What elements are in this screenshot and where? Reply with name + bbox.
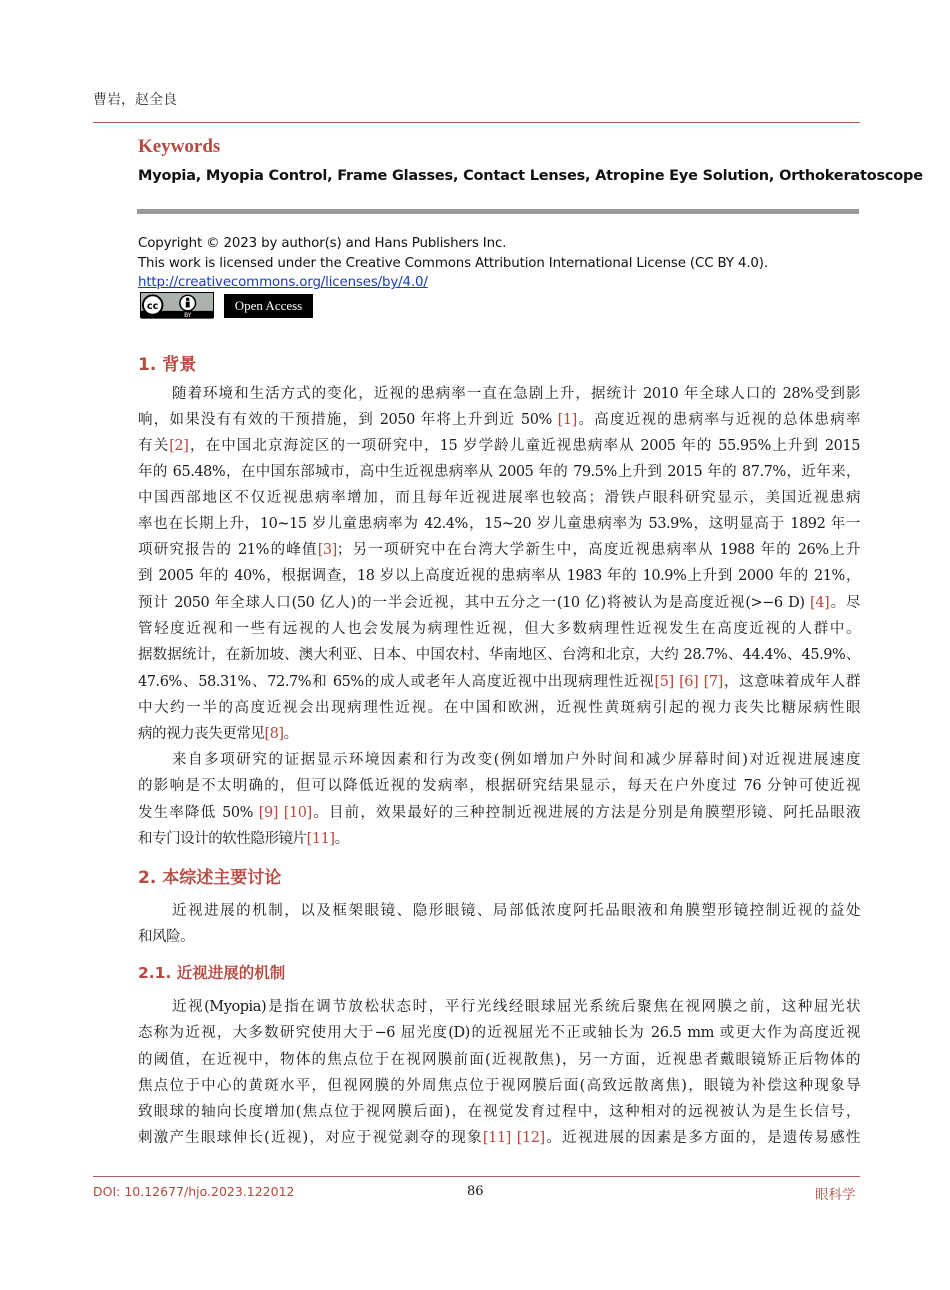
section-1-title: 1. 背景 <box>138 355 197 375</box>
text-line: 到 2005 年的 40%，根据调查，18 岁以上高度近视的患病率从 1983 年的 10.9%上升到 2000 年的 21%， <box>138 568 860 584</box>
keywords-divider <box>137 209 859 214</box>
citation-link[interactable]: [11] <box>306 831 335 847</box>
text-line: 年的 65.48%，在中国东部城市，高中生近视患病率从 2005 年的 79.5%上升到 2015 年的 87.7%，近年来， <box>138 464 860 480</box>
section-2-title: 2. 本综述主要讨论 <box>138 868 282 888</box>
cc-by-icon <box>141 293 213 319</box>
cc-by-badge[interactable] <box>140 292 214 318</box>
section-2-1-title: 2.1. 近视进展的机制 <box>138 964 286 982</box>
text-line: 项研究报告的 21%的峰值[3]；另一项研究中在台湾大学新生中，高度近视患病率从 1988 年的 26%上升 <box>138 542 860 558</box>
keywords-title: Keywords <box>138 136 221 157</box>
citation-link[interactable]: [3] <box>317 542 337 558</box>
citation-link[interactable]: [8] <box>264 726 284 742</box>
text-line: 近视(Myopia)是指在调节放松状态时，平行光线经眼球屈光系统后聚焦在视网膜之前，这种屈光状 <box>172 999 860 1015</box>
open-access-badge: Open Access <box>224 294 313 318</box>
text-line: 近视进展的机制，以及框架眼镜、隐形眼镜、局部低浓度阿托品眼液和角膜塑形镜控制近视的益处 <box>172 903 860 919</box>
text-line: 致眼球的轴向长度增加(焦点位于视网膜后面)，在视觉发育过程中，这种相对的远视被认为是生长信号， <box>138 1104 860 1120</box>
copyright-line: Copyright © 2023 by author(s) and Hans Publishers Inc. <box>138 236 507 251</box>
page-number: 86 <box>467 1184 484 1199</box>
text-line: 的影响是不太明确的，但可以降低近视的发病率，根据研究结果显示，每天在户外度过 76 分钟可使近视 <box>138 778 860 794</box>
citation-link[interactable]: [2] <box>169 438 189 454</box>
citation-link[interactable]: [7] <box>703 674 723 690</box>
cc-label: cc <box>146 300 159 312</box>
text-line: 中大约一半的高度近视会出现病理性近视。在中国和欧洲，近视性黄斑病引起的视力丧失比糖尿病性眼 <box>138 700 860 716</box>
citation-link[interactable]: [10] <box>283 805 312 821</box>
footer-rule <box>93 1176 860 1177</box>
text-line: 有关[2]，在中国北京海淀区的一项研究中，15 岁学龄儿童近视患病率从 2005 年的 55.95%上升到 2015 <box>138 438 860 454</box>
footer-journal: 眼科学 <box>815 1187 856 1203</box>
text-line: 率也在长期上升，10~15 岁儿童患病率为 42.4%，15~20 岁儿童患病率为 53.9%，这明显高于 1892 年一 <box>138 516 860 532</box>
footer-doi: DOI: 10.12677/hjo.2023.122012 <box>93 1184 295 1199</box>
citation-link[interactable]: [11] <box>482 1130 511 1146</box>
text-line: 随着环境和生活方式的变化，近视的患病率一直在急剧上升，据统计 2010 年全球人口的 28%受到影 <box>172 386 860 402</box>
license-link-wrap <box>138 275 428 290</box>
text-line: 和专门设计的软性隐形镜片[11]。 <box>138 831 349 847</box>
text-line: 中国西部地区不仅近视患病率增加，而且每年近视进展率也较高；滑铁卢眼科研究显示，美国近视患病 <box>138 490 860 506</box>
license-line: This work is licensed under the Creative Commons Attribution International License (CC BY 4.0). <box>138 256 768 271</box>
by-label: BY <box>184 313 192 319</box>
text-line: 预计 2050 年全球人口(50 亿人)的一半会近视，其中五分之一(10 亿)将被认为是高度近视(>−6 D) [4]。尽 <box>138 595 860 611</box>
citation-link[interactable]: [5] <box>654 674 674 690</box>
citation-link[interactable]: [12] <box>516 1130 545 1146</box>
header-rule <box>93 122 860 123</box>
keywords-list: Myopia, Myopia Control, Frame Glasses, Contact Lenses, Atropine Eye Solution, Orthokeratoscope <box>138 168 923 184</box>
citation-link[interactable]: [1] <box>557 412 577 428</box>
text-line: 据数据统计，在新加坡、澳大利亚、日本、中国农村、华南地区、台湾和北京，大约 28.7%、44.4%、45.9%、 <box>138 647 860 663</box>
running-head-authors: 曹岩，赵全良 <box>93 92 177 108</box>
text-line: 态称为近视，大多数研究使用大于−6 屈光度(D)的近视屈光不正或轴长为 26.5 mm 或更大作为高度近视 <box>138 1025 860 1041</box>
text-line: 焦点位于中心的黄斑水平，但视网膜的外周焦点位于视网膜后面(高致远散离焦)，眼镜为补偿这种现象导 <box>138 1078 860 1094</box>
citation-link[interactable]: [6] <box>679 674 699 690</box>
text-line: 发生率降低 50% [9] [10]。目前，效果最好的三种控制近视进展的方法是分别是角膜塑形镜、阿托品眼液 <box>138 805 860 821</box>
citation-link[interactable]: [9] <box>258 805 278 821</box>
text-line: 病的视力丧失更常见[8]。 <box>138 726 298 742</box>
text-line: 刺激产生眼球伸长(近视)，对应于视觉剥夺的现象[11] [12]。近视进展的因素是多方面的，是遗传易感性 <box>138 1130 860 1146</box>
text-line: 的阈值，在近视中，物体的焦点位于在视网膜前面(近视散焦)，另一方面，近视患者戴眼镜矫正后物体的 <box>138 1052 860 1068</box>
text-line: 来自多项研究的证据显示环境因素和行为改变(例如增加户外时间和减少屏幕时间)对近视进展速度 <box>172 752 860 768</box>
text-line: 管轻度近视和一些有远视的人也会发展为病理性近视，但大多数病理性近视发生在高度近视的人群中。 <box>138 621 860 637</box>
license-link[interactable]: http://creativecommons.org/licenses/by/4.0/ <box>138 275 428 290</box>
citation-link[interactable]: [4] <box>810 595 830 611</box>
text-line: 响，如果没有有效的干预措施，到 2050 年将上升到近 50% [1]。高度近视的患病率与近视的总体患病率 <box>138 412 860 428</box>
text-line: 47.6%、58.31%、72.7%和 65%的成人或老年人高度近视中出现病理性近视[5] [6] [7]，这意味着成年人群 <box>138 674 860 690</box>
text-line: 和风险。 <box>138 929 195 945</box>
